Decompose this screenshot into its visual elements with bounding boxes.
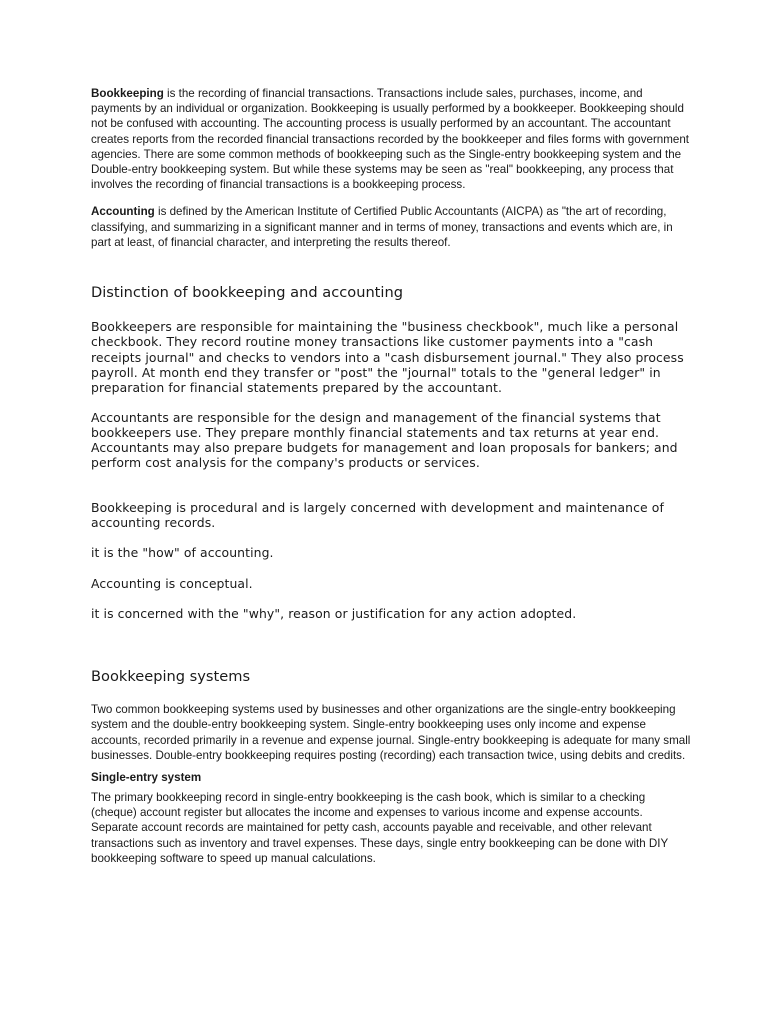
distinction-paragraph: it is the "how" of accounting. [91, 545, 274, 561]
distinction-paragraph: Accounting is conceptual. [91, 575, 253, 591]
bookkeeping-term: Bookkeeping [91, 87, 164, 100]
accounting-definition [91, 204, 691, 250]
bookkeeping-definition [91, 86, 691, 192]
accounting-text: is defined by the American Institute of Certified Public Accountants (AICPA) as "the art of recording, classifying, and summarizing in a significant manner and in terms of money, transactions and events which are, in part at least, of financial character, and interpreting the results thereof. [91, 205, 673, 249]
systems-heading: Bookkeeping systems [91, 668, 251, 686]
bookkeeping-text: is the recording of financial transactions. Transactions include sales, purchases, income, and payments by an individual or organization. Bookkeeping is usually performed by a bookkeeper. Bookkeeping should not be confused with accounting. The accounting process is usually performed by an accountant. The accountant creates reports from the recorded financial transactions recorded by the bookkeeper and files forms with government agencies. There are some common methods of bookkeeping such as the Single-entry bookkeeping system and the Double-entry bookkeeping system. But while these systems may be seen as "real" bookkeeping, any process that involves the recording of financial transactions is a bookkeeping process. [91, 87, 690, 192]
distinction-paragraph: Bookkeeping is procedural and is largely concerned with development and maintenance of accounting records. [91, 499, 664, 530]
distinction-paragraph: Accountants are responsible for the design and management of the financial systems that bookkeepers use. They prepare monthly financial statements and tax returns at year end. Accountants may also prepare budgets for management and loan proposals for bankers; and perform cost analysis for the company's products or services. [91, 409, 678, 471]
document-body [91, 86, 691, 866]
single-entry-text: The primary bookkeeping record in single-entry bookkeeping is the cash book, which is similar to a checking (cheque) account register but allocates the income and expenses to various income and expense accounts. Separate account records are maintained for petty cash, accounts payable and receivable, and other relevant transactions such as inventory and travel expenses. These days, single entry bookkeeping can be done with DIY bookkeeping software to speed up manual calculations. [91, 791, 669, 865]
distinction-paragraph: Bookkeepers are responsible for maintaining the "business checkbook", much like a personal checkbook. They record routine money transactions like customer payments into a "cash receipts journal" and checks to vendors into a "cash disbursement journal." They also process payroll. At month end they transfer or "post" the "journal" totals to the "general ledger" in preparation for financial statements prepared by the accountant. [91, 319, 684, 396]
distinction-heading: Distinction of bookkeeping and accounting [91, 284, 403, 302]
systems-intro: Two common bookkeeping systems used by businesses and other organizations are the single-entry bookkeeping system and the double-entry bookkeeping system. Single-entry bookkeeping uses only income and expense accounts, recorded primarily in a revenue and expense journal. Single-entry bookkeeping is adequate for many small businesses. Double-entry bookkeeping requires posting (recording) each transaction twice, using debits and credits. [91, 703, 691, 762]
single-entry-heading: Single-entry system [91, 771, 202, 784]
distinction-paragraph: it is concerned with the "why", reason or justification for any action adopted. [91, 605, 577, 621]
accounting-term: Accounting [91, 205, 155, 219]
